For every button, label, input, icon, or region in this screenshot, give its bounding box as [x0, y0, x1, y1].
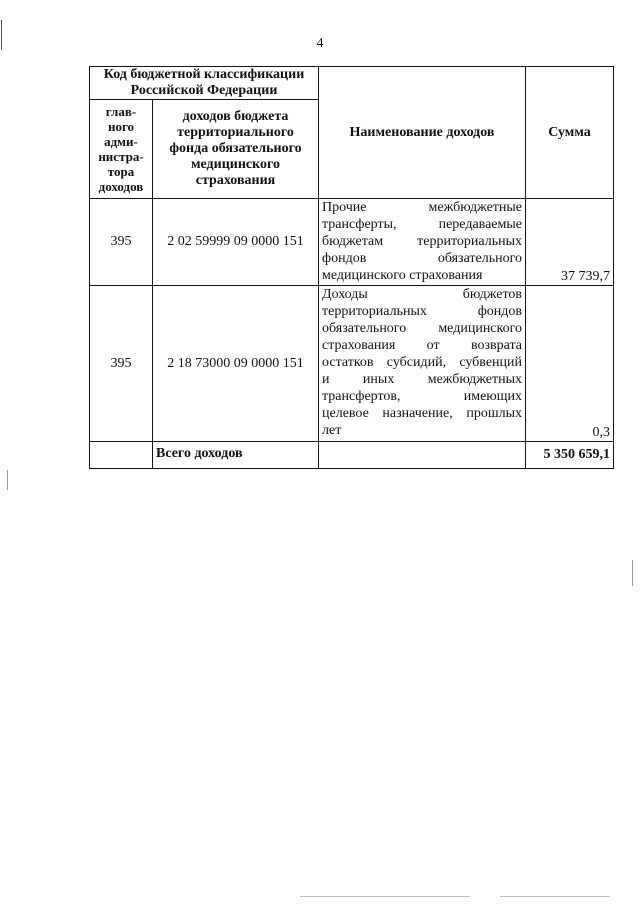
- scan-artifact: [300, 896, 470, 897]
- admin-code-cell: 395: [90, 286, 153, 442]
- header-name: Наименование доходов: [319, 67, 526, 199]
- header-row-group: [90, 67, 614, 100]
- income-code-cell: 2 02 59999 09 0000 151: [153, 199, 319, 286]
- header-income-code: доходов бюджета территориального фонда обязательного медицинского страхования: [153, 100, 319, 199]
- scan-artifact: [500, 896, 610, 897]
- income-name-cell: [319, 199, 526, 286]
- name-line: лет: [322, 423, 342, 438]
- name-line: целевое назначение, прошлых: [322, 406, 523, 421]
- name-line: трансферты, передаваемые: [322, 217, 523, 232]
- sum-cell: 37 739,7: [526, 199, 614, 286]
- header-sum: Сумма: [526, 67, 614, 199]
- income-table: [89, 66, 614, 469]
- income-name-cell: [319, 286, 526, 442]
- name-line: фондов обязательного: [322, 251, 523, 266]
- total-empty-cell: [90, 442, 153, 469]
- header-code-group: Код бюджетной классификации Российской Федерации: [90, 67, 319, 100]
- header-admin: глав- ного адми- нистра- тора доходов: [90, 100, 153, 199]
- total-sum: 5 350 659,1: [526, 442, 614, 469]
- page-number: 4: [316, 36, 324, 51]
- scan-artifact: [632, 560, 633, 586]
- name-line: бюджетам территориальных: [322, 234, 523, 249]
- name-line: обязательного медицинского: [322, 321, 523, 336]
- total-label: Всего доходов: [153, 442, 319, 469]
- table-row: [90, 199, 614, 286]
- name-line: и иных межбюджетных: [322, 372, 523, 387]
- name-line: трансфертов, имеющих: [322, 389, 523, 404]
- scan-artifact: [7, 470, 8, 490]
- name-line: Прочие межбюджетные: [322, 200, 523, 215]
- sum-cell: 0,3: [526, 286, 614, 442]
- name-line: страхования от возврата: [322, 338, 523, 353]
- admin-code-cell: 395: [90, 199, 153, 286]
- name-line: остатков субсидий, субвенций: [322, 355, 523, 370]
- name-line: территориальных фондов: [322, 304, 523, 319]
- income-code-cell: 2 18 73000 09 0000 151: [153, 286, 319, 442]
- total-row: [90, 442, 614, 469]
- table-row: [90, 286, 614, 442]
- name-line: Доходы бюджетов: [322, 287, 523, 302]
- name-line: медицинского страхования: [322, 268, 483, 283]
- total-empty-name: [319, 442, 526, 469]
